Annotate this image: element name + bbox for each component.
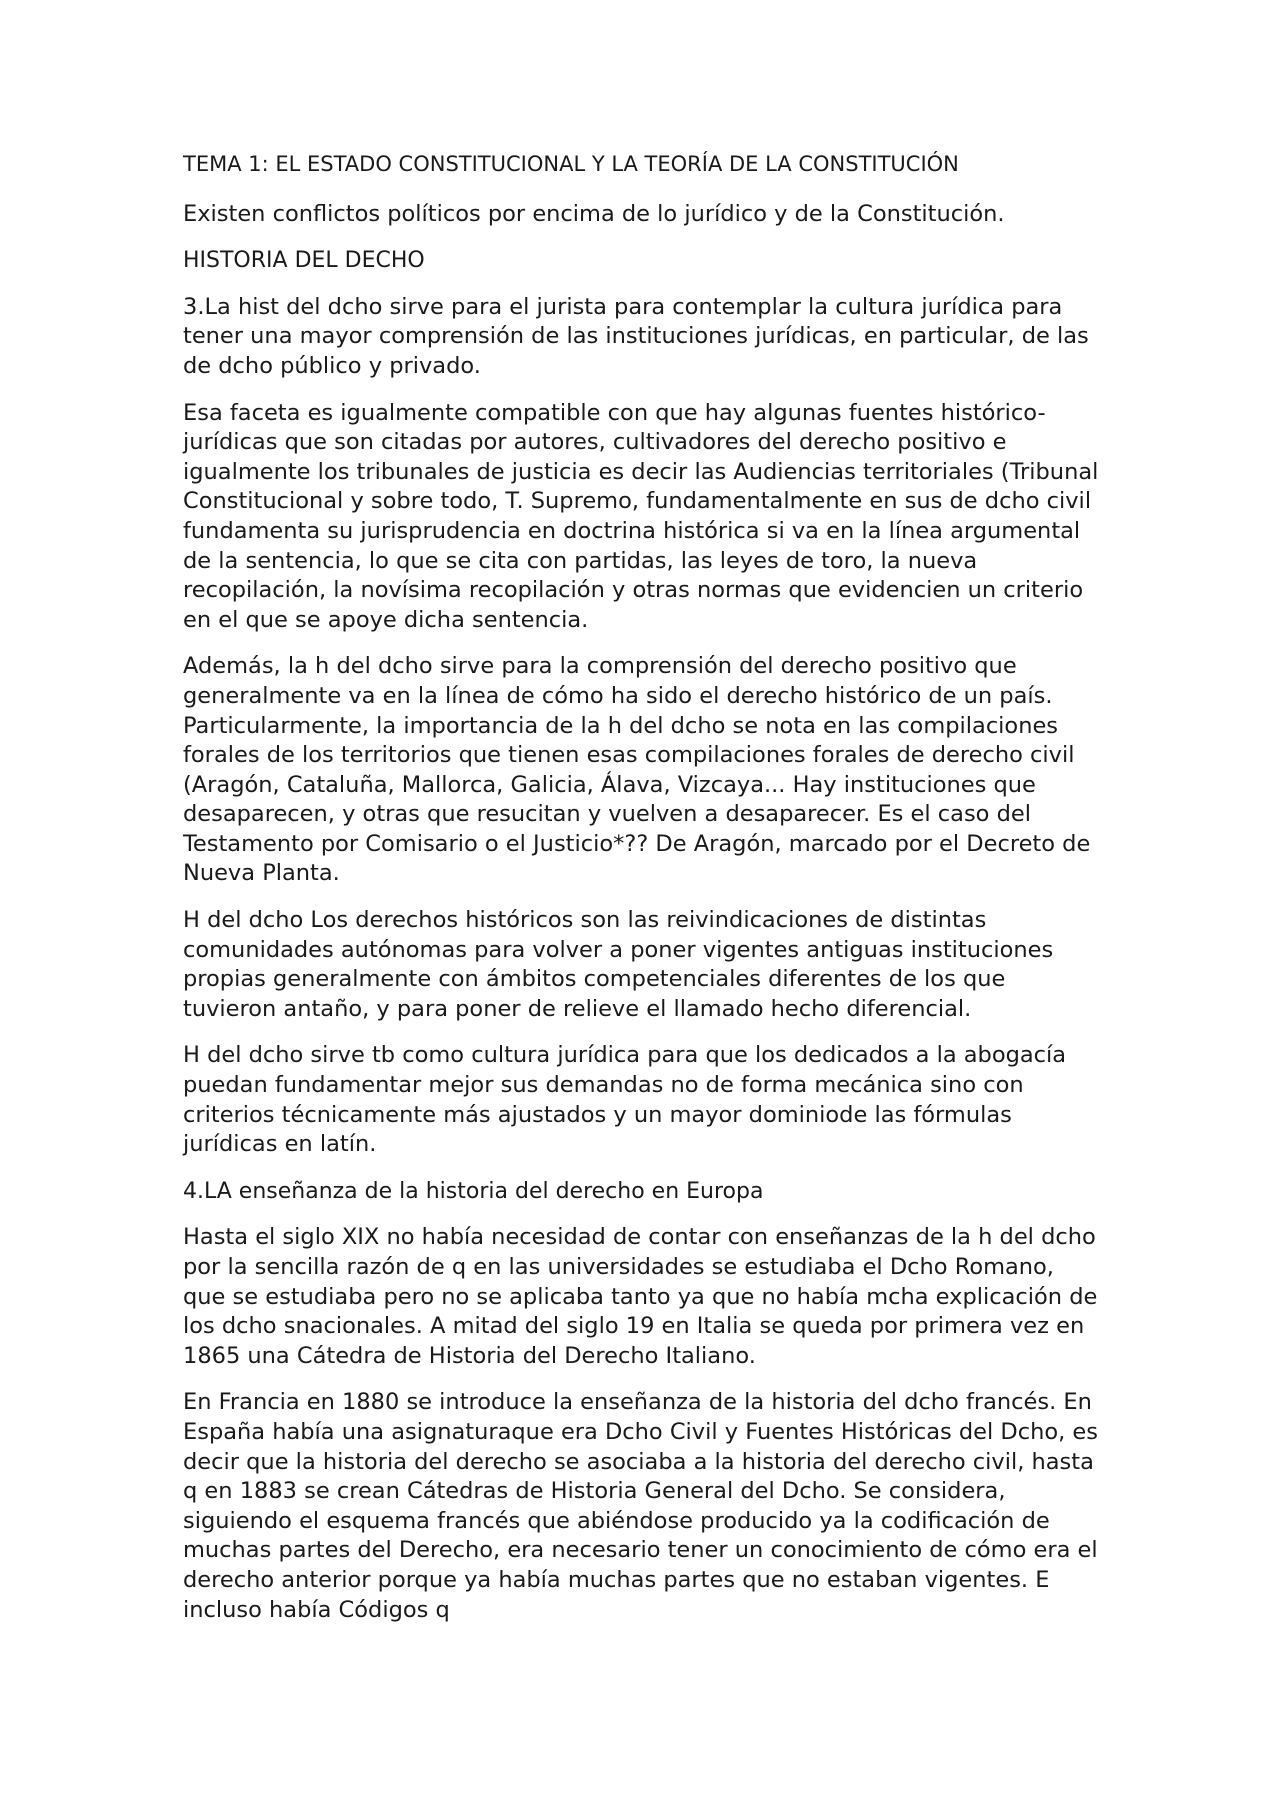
section-heading-historia: HISTORIA DEL DECHO <box>183 248 425 274</box>
paragraph: H del dcho Los derechos históricos son las reivindicaciones de distintas comunidades autónomas para volver a poner vigentes antiguas instituciones propias generalmente con ámbitos competenciales diferentes de los que tuvieron antaño, y para poner de relieve el llamado hecho diferencial. <box>183 907 1054 1022</box>
paragraph: Esa faceta es igualmente compatible con que hay algunas fuentes histórico-jurídicas que son citadas por autores, cultivadores del derecho positivo e igualmente los tribunales de justicia es decir las Audiencias territoriales (Tribunal Constitucional y sobre todo, T. Supremo, fundamentalmente en sus de dcho civil fundamenta su jurisprudencia en doctrina histórica si va en la línea argumental de la sentencia, lo que se cita con partidas, las leyes de toro, la nueva recopilación, la novísima recopilación y otras normas que evidencien un criterio en el que se apoye dicha sentencia. <box>183 399 1099 633</box>
paragraph: 3.La hist del dcho sirve para el jurista para contemplar la cultura jurídica para tener una mayor comprensión de las instituciones jurídicas, en particular, de las de dcho público y privado. <box>183 293 1089 379</box>
document-body <box>183 150 1103 1642</box>
paragraph: Además, la h del dcho sirve para la comprensión del derecho positivo que generalmente va en la línea de cómo ha sido el derecho histórico de un país. Particularmente, la importancia de la h del dcho se nota en las compilaciones forales de los territorios que tienen esas compilaciones forales de derecho civil (Aragón, Cataluña, Mallorca, Galicia, Álava, Vizcaya... Hay instituciones que desaparecen, y otras que resucitan y vuelven a desaparecer. Es el caso del Testamento por Comisario o el Justicio*?? De Aragón, marcado por el Decreto de Nueva Planta. <box>183 653 1091 887</box>
paragraph: H del dcho sirve tb como cultura jurídica para que los dedicados a la abogacía puedan fundamentar mejor sus demandas no de forma mecánica sino con criterios técnicamente más ajustados y un mayor dominiode las fórmulas jurídicas en latín. <box>183 1042 1067 1158</box>
paragraph: Hasta el siglo XIX no había necesidad de contar con enseñanzas de la h del dcho por la sencilla razón de q en las universidades se estudiaba el Dcho Romano, que se estudiaba pero no se aplicaba tanto ya que no había mcha explicación de los dcho snacionales. A mitad del siglo 19 en Italia se queda por primera vez en 1865 una Cátedra de Historia del Derecho Italiano. <box>183 1224 1098 1369</box>
document-title: TEMA 1: EL ESTADO CONSTITUCIONAL Y LA TEORÍA DE LA CONSTITUCIÓN <box>183 152 959 176</box>
section-heading-ensenanza: 4.LA enseñanza de la historia del derecho en Europa <box>183 1178 764 1204</box>
intro-paragraph: Existen conflictos políticos por encima de lo jurídico y de la Constitución. <box>183 200 1005 227</box>
paragraph: En Francia en 1880 se introduce la enseñanza de la historia del dcho francés. En España había una asignaturaque era Dcho Civil y Fuentes Históricas del Dcho, es decir que la historia del derecho se asociaba a la historia del derecho civil, hasta q en 1883 se crean Cátedras de Historia General del Dcho. Se considera, siguiendo el esquema francés que abiéndose producido ya la codificación de muchas partes del Derecho, era necesario tener un conocimiento de cómo era el derecho anterior porque ya había muchas partes que no estaban vigentes. E incluso había Códigos q <box>183 1389 1098 1623</box>
